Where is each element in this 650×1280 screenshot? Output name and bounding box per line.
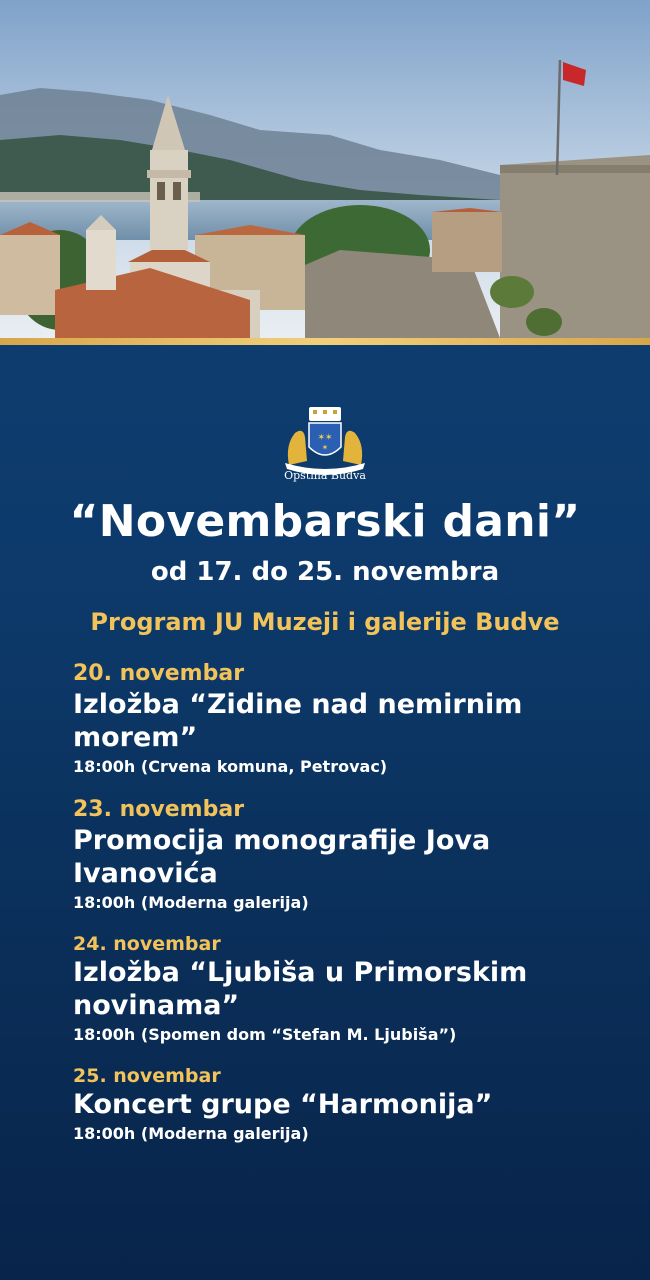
program-heading: Program JU Muzeji i galerije Budve	[90, 608, 560, 636]
gold-divider	[0, 338, 650, 345]
event-title: Koncert grupe “Harmonija”	[73, 1089, 493, 1120]
event-time-venue: 18:00h (Crvena komuna, Petrovac)	[73, 757, 388, 776]
event-series-title: “Novembarski dani”	[69, 496, 581, 547]
crest-caption: Opština Budva	[284, 469, 366, 482]
event-time-venue: 18:00h (Moderna galerija)	[73, 893, 309, 912]
date-range: od 17. do 25. novembra	[150, 557, 500, 587]
event-item	[73, 796, 633, 916]
event-title: Izložba “Ljubiša u Primorskim novinama”	[73, 957, 528, 1021]
event-item	[73, 1064, 633, 1147]
svg-text:✶: ✶	[321, 443, 329, 452]
event-item	[73, 932, 633, 1048]
svg-text:✶✶: ✶✶	[317, 433, 333, 443]
event-title: Promocija monografije Jova Ivanovića	[73, 825, 491, 889]
hero-photo	[0, 0, 650, 338]
event-time-venue: 18:00h (Moderna galerija)	[73, 1124, 309, 1143]
event-date: 23. novembar	[73, 797, 245, 822]
budva-old-town-illustration	[0, 0, 650, 338]
event-item	[73, 660, 633, 780]
event-list	[73, 660, 633, 1163]
event-title: Izložba “Zidine nad nemirnim morem”	[73, 689, 523, 753]
event-date: 25. novembar	[73, 1065, 221, 1087]
event-date: 20. novembar	[73, 661, 245, 686]
event-date: 24. novembar	[73, 933, 221, 955]
event-time-venue: 18:00h (Spomen dom “Stefan M. Ljubiša”)	[73, 1025, 457, 1044]
